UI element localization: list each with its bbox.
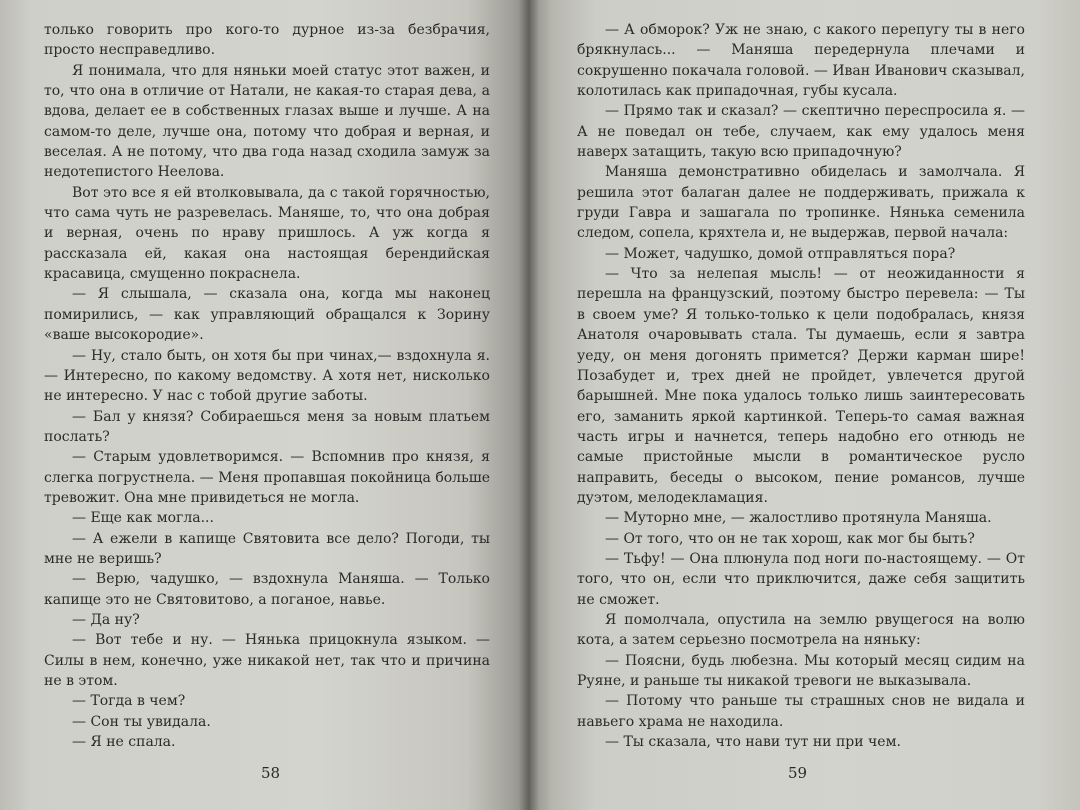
left-page [0,0,530,810]
paragraph: — Верю, чадушко, — вздохнула Маняша. — Только капище это не Святовитово, а поганое, навье. [44,571,490,608]
paragraph: Маняша демонстративно обиделась и замолчала. Я решила этот балаган далее не поддерживать, прижала к груди Гавра и зашагала по тропинке. Нянька семенила следом, сопела, кряхтела и, не выдержав, первой начала: [577,164,1025,242]
paragraph: Я понимала, что для няньки моей статус этот важен, и то, что она в отличие от Натали, не какая-то старая дева, а вдова, делает ее в собственных глазах выше и лучше. А на самом-то деле, лучше она, потому что добрая и верная, и веселая. А не потому, что два года назад сходила замуж за недотепистого Неелова. [44,62,490,181]
paragraph: — А обморок? Уж не знаю, с какого перепугу ты в него брякнулась... — Маняша передернула плечами и сокрушенно покачала головой. — Иван Иванович сказывал, колотилась как припадочная, губы кусала. [577,22,1025,100]
paragraph: — А ежели в капище Святовита все дело? Погоди, ты мне не веришь? [44,530,490,567]
paragraph: — Я слышала, — сказала она, когда мы наконец помирились, — как управляющий обращался к Зорину «ваше высокородие». [44,286,490,344]
paragraph: — Может, чадушко, домой отправляться пора? [605,245,956,262]
paragraph: — Старым удовлетворимся. — Вспомнив про князя, я слегка погрустнела. — Меня пропавшая покойница больше тревожит. Она мне привидеться не могла. [44,449,490,506]
paragraph: — Муторно мне, — жалостливо протянула Маняша. [605,510,992,527]
paragraph: — Что за нелепая мысль! — от неожиданности я перешла на французский, поэтому быстро перевела: — Ты в своем уме? Я только-только к цели подобралась, князя Анатоля очаровывать стала. Ты думаешь, если я завтра уеду, он меня догонять примется? Держи карман шире! Позабудет и, трех дней не пройдет, увлечется другой барышней. Мне пока удалось только лишь заинтересовать его, заманить яркой картинкой. Теперь-то самая важная часть игры и начнется, теперь надобно его отнюдь не самые пристойные мысли в романтическое русло направить, беседы о высоком, пение романсов, лучше дуэтом, мелодекламация. [577,266,1025,506]
paragraph: — Вот тебе и ну. — Нянька прицокнула языком. — Силы в нем, конечно, уже никакой нет, так что и причина не в этом. [44,632,490,689]
paragraph: только говорить про кого-то дурное из-за безбрачия, просто несправедливо. [44,22,490,59]
paragraph: Я помолчала, опустила на землю рвущегося на волю кота, а затем серьезно посмотрела на няньку: [577,611,1025,649]
paragraph: — Тогда в чем? [72,693,186,710]
paragraph: — Еще как могла... [72,510,214,527]
paragraph: — Я не спала. [72,734,176,751]
book-gutter [519,0,539,810]
page-number-right: 59 [788,764,808,782]
paragraph: — Поясни, будь любезна. Мы который месяц сидим на Руяне, и раньше ты никакой тревоги не выказывала. [577,652,1025,689]
paragraph: — Потому что раньше ты страшных снов не видала и навьего храма не находила. [577,693,1025,730]
paragraph: — Бал у князя? Собираешься меня за новым платьем послать? [44,408,490,445]
paragraph: — Тьфу! — Она плюнула под ноги по-настоящему. — От того, что он, если что приключится, даже себя защитить не сможет. [577,550,1025,608]
paragraph: — Да ну? [72,611,140,628]
paragraph: — Ты сказала, что нави тут ни при чем. [605,734,901,751]
paragraph: — Прямо так и сказал? — скептично переспросила я. — А не поведал он тебе, случаем, как ему удалось меня наверх затащить, такую всю припадочную? [577,103,1025,161]
right-page-text [577,20,1025,752]
paragraph: — Сон ты увидала. [72,713,211,730]
paragraph: — От того, что он не так хорош, как мог бы быть? [605,530,975,547]
left-page-text [44,20,490,752]
paragraph: — Ну, стало быть, он хотя бы при чинах,— вздохнула я. — Интересно, по какому ведомству. А хотя нет, нисколько не интересно. У нас с тобой другие заботы. [44,347,490,405]
page-number-left: 58 [261,764,281,782]
paragraph: Вот это все я ей втолковывала, да с такой горячностью, что сама чуть не разревелась. Маняше, то, что она добрая и верная, очень по нраву пришлось. А уж когда я рассказала ей, какая она настоящая берендийская красавица, смущенно покраснела. [44,184,490,283]
right-page [530,0,1080,810]
